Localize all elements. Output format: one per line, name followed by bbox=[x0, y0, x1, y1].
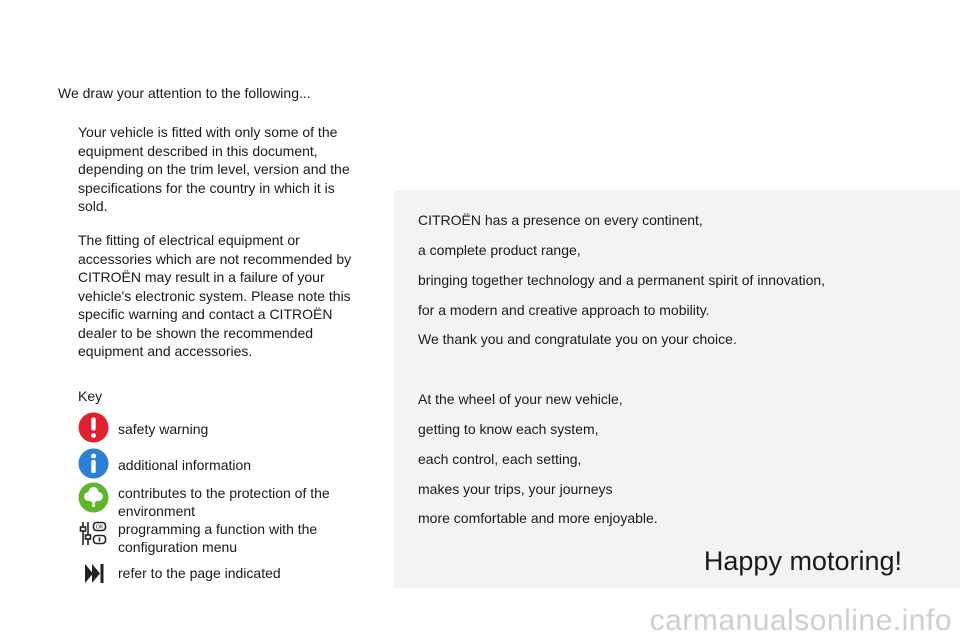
information-icon bbox=[78, 448, 109, 479]
settings-menu-icon bbox=[78, 518, 109, 549]
key-title: Key bbox=[78, 388, 103, 404]
paragraph-equipment: Your vehicle is fitted with only some of the equipment described in this document, depending on the trim level, version and the specifications for the country in which it is sold. bbox=[78, 124, 350, 214]
key-label: safety warning bbox=[118, 421, 209, 437]
key-label: programming a function with the configuration menu bbox=[118, 521, 318, 555]
welcome-line: each control, each setting, bbox=[418, 451, 582, 467]
key-label: contributes to the protection of the environment bbox=[118, 485, 330, 519]
key-item-safety-warning bbox=[78, 412, 368, 448]
welcome-line: We thank you and congratulate you on your choice. bbox=[418, 331, 737, 347]
page-arrows-icon bbox=[78, 558, 109, 589]
welcome-line: for a modern and creative approach to mobility. bbox=[418, 302, 710, 318]
svg-text:OK: OK bbox=[95, 524, 104, 531]
key-item-page-reference bbox=[78, 558, 368, 594]
welcome-line: getting to know each system, bbox=[418, 421, 599, 437]
key-item-configuration bbox=[78, 518, 368, 554]
welcome-line: a complete product range, bbox=[418, 242, 581, 258]
key-label: additional information bbox=[118, 457, 252, 473]
key-label: refer to the page indicated bbox=[118, 565, 281, 581]
welcome-line: makes your trips, your journeys bbox=[418, 481, 613, 497]
paragraph-electrical: The fitting of electrical equipment or accessories which are not recommended by CITROËN may result in a failure of your vehicle's electronic system. Please note this specific warning and contact a CITROËN dealer to be shown the recommended equipment and accessories. bbox=[78, 232, 352, 359]
watermark: carmanualsonline.info bbox=[649, 604, 952, 637]
welcome-line: At the wheel of your new vehicle, bbox=[418, 391, 623, 407]
key-item-information bbox=[78, 448, 368, 484]
welcome-panel bbox=[394, 190, 960, 588]
closing-text: Happy motoring! bbox=[703, 546, 902, 576]
welcome-line: CITROËN has a presence on every continent, bbox=[418, 212, 703, 228]
tree-icon bbox=[78, 482, 109, 513]
safety-warning-icon bbox=[78, 412, 109, 443]
welcome-line: more comfortable and more enjoyable. bbox=[418, 510, 658, 526]
intro-text: We draw your attention to the following... bbox=[58, 85, 311, 101]
key-item-environment bbox=[78, 482, 368, 518]
welcome-line: bringing together technology and a permanent spirit of innovation, bbox=[418, 272, 826, 288]
